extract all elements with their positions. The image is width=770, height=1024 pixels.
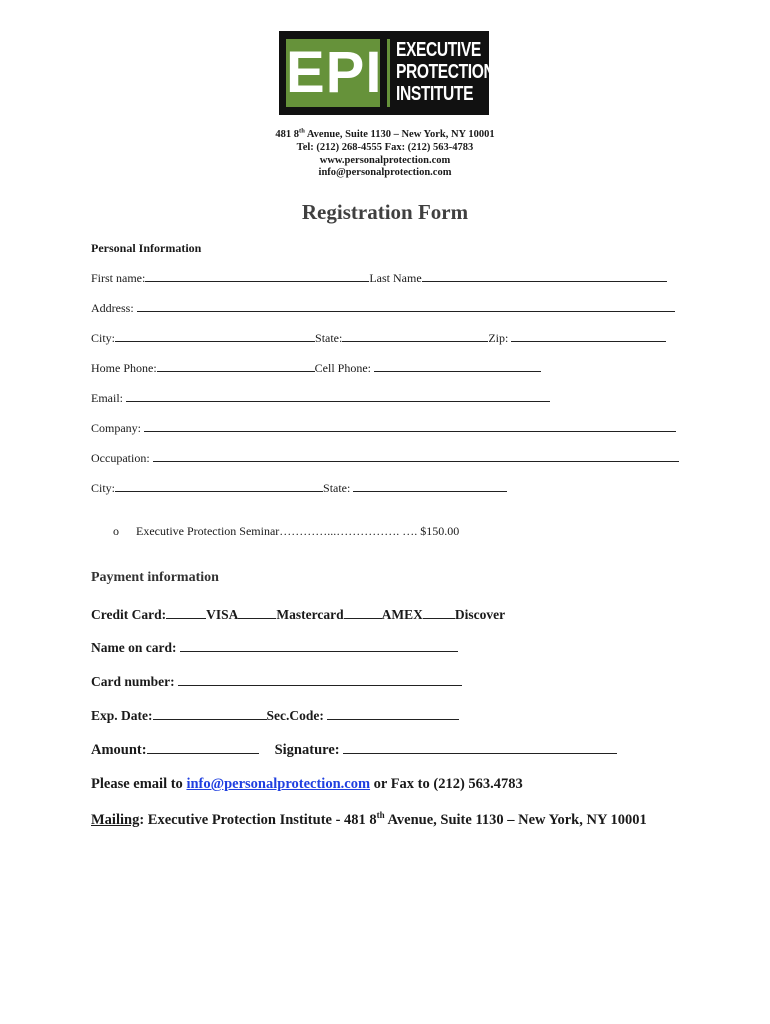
mailing-address — [91, 812, 647, 829]
name-row — [91, 270, 667, 286]
card-number-label: Card number: — [91, 674, 178, 689]
state-field[interactable] — [342, 330, 488, 342]
state-label: State: — [315, 331, 343, 345]
amount-label: Amount: — [91, 742, 147, 758]
mailing-label: Mailing — [91, 812, 140, 828]
address-label: Address: — [91, 301, 137, 315]
mailing-sup: th — [376, 810, 385, 821]
contact-email-link[interactable]: info@personalprotection.com — [186, 776, 371, 792]
seminar-bullet[interactable]: o — [113, 524, 119, 538]
logo-line-2: PROTECTION — [396, 61, 495, 83]
address-field[interactable] — [137, 300, 675, 312]
company-row — [91, 420, 676, 436]
page-title: Registration Form — [301, 200, 469, 224]
occupation-label: Occupation: — [91, 451, 153, 465]
last-name-label: Last Name — [369, 271, 422, 285]
name-on-card-row — [91, 638, 458, 656]
card-number-row — [91, 672, 462, 690]
header-phones: Tel: (212) 268-4555 Fax: (212) 563-4783 — [296, 142, 474, 153]
header-address: 481 8th Avenue, Suite 1130 – New York, NY 10001 — [275, 127, 495, 140]
email-row — [91, 390, 550, 406]
amount-signature-row — [91, 740, 617, 759]
name-on-card-field[interactable] — [180, 638, 458, 652]
credit-card-row — [91, 605, 505, 623]
cell-phone-label: Cell Phone: — [314, 361, 375, 375]
logo-line-1: EXECUTIVE — [396, 39, 481, 61]
logo-initials: EPI — [286, 40, 383, 105]
last-name-field[interactable] — [422, 270, 667, 282]
logo-wordmark — [387, 39, 495, 107]
email-label: Email: — [91, 391, 126, 405]
logo-line-3: INSTITUTE — [396, 83, 474, 105]
company-field[interactable] — [144, 420, 676, 432]
occupation-field[interactable] — [153, 450, 679, 462]
seminar-option: Executive Protection Seminar…………...……………. …. $150.00 — [136, 524, 460, 538]
mailing-text-1: : Executive Protection Institute - 481 8 — [139, 812, 377, 828]
state-field-2[interactable] — [353, 480, 507, 492]
sec-code-field[interactable] — [327, 706, 459, 720]
credit-card-label: Credit Card: — [91, 607, 167, 622]
city-state-row-2 — [91, 480, 507, 496]
signature-label: Signature: — [274, 742, 344, 758]
discover-option: Discover — [454, 607, 506, 622]
email-instructions-suffix: or Fax to (212) 563.4783 — [370, 776, 523, 792]
occupation-row — [91, 450, 679, 466]
mastercard-check-field[interactable] — [238, 605, 276, 619]
mastercard-option: Mastercard — [276, 607, 344, 622]
email-field[interactable] — [126, 390, 550, 402]
header-email[interactable]: info@personalprotection.com — [318, 167, 452, 178]
first-name-field[interactable] — [145, 270, 369, 282]
city-state-zip-row — [91, 330, 666, 346]
exp-date-field[interactable] — [153, 706, 267, 720]
phone-row — [91, 360, 541, 376]
visa-option: VISA — [206, 607, 239, 622]
home-phone-label: Home Phone: — [91, 361, 157, 375]
exp-date-label: Exp. Date: — [91, 708, 153, 723]
cell-phone-field[interactable] — [374, 360, 541, 372]
address-row — [91, 300, 675, 316]
city-field-2[interactable] — [115, 480, 323, 492]
home-phone-field[interactable] — [157, 360, 315, 372]
name-on-card-label: Name on card: — [91, 640, 180, 655]
visa-check-field[interactable] — [166, 605, 206, 619]
epi-logo — [279, 31, 495, 115]
zip-label: Zip: — [488, 331, 512, 345]
city-field[interactable] — [115, 330, 315, 342]
first-name-label: First name: — [91, 271, 146, 285]
company-label: Company: — [91, 421, 144, 435]
amex-option: AMEX — [381, 607, 423, 622]
amount-field[interactable] — [147, 740, 259, 754]
header-website[interactable]: www.personalprotection.com — [319, 155, 451, 166]
amex-check-field[interactable] — [344, 605, 382, 619]
city-label-2: City: — [91, 481, 116, 495]
sec-code-label: Sec.Code: — [266, 708, 328, 723]
personal-info-heading: Personal Information — [91, 241, 202, 255]
email-instructions-prefix: Please email to — [91, 776, 187, 792]
card-number-field[interactable] — [178, 672, 462, 686]
email-instructions — [91, 776, 523, 793]
state-label-2: State: — [323, 481, 354, 495]
signature-field[interactable] — [343, 740, 617, 754]
zip-field[interactable] — [511, 330, 666, 342]
discover-check-field[interactable] — [423, 605, 455, 619]
payment-info-heading: Payment information — [91, 570, 219, 585]
exp-sec-row — [91, 706, 459, 724]
mailing-text-2: Avenue, Suite 1130 – New York, NY 10001 — [384, 812, 647, 828]
city-label: City: — [91, 331, 116, 345]
